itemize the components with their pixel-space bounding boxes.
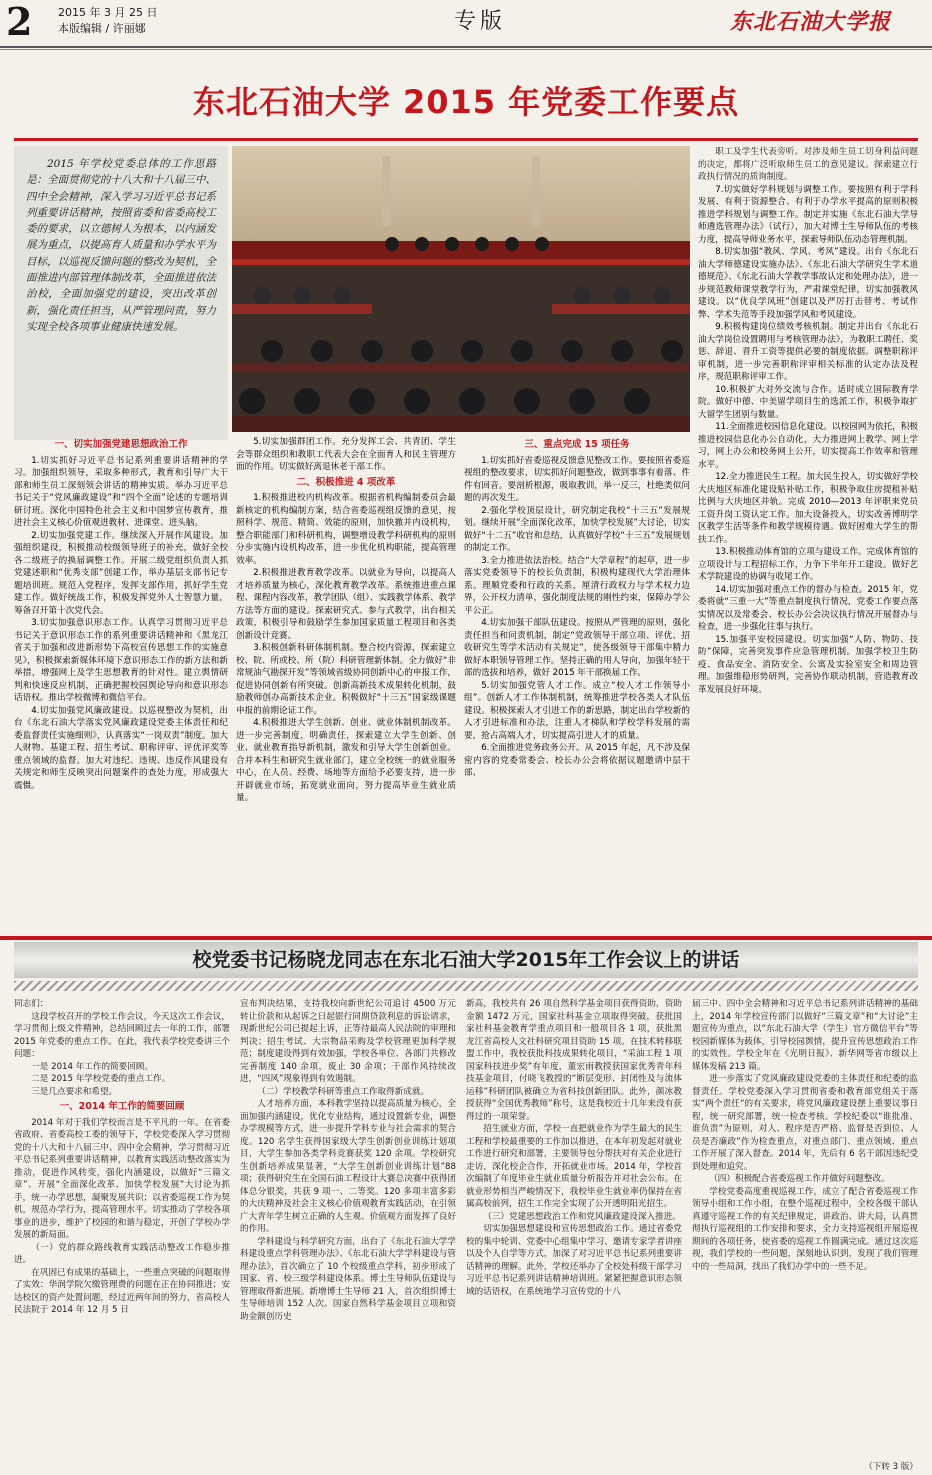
- paragraph: 新高，我校共有 26 项自然科学基金项目获得资助，资助金额 1472 万元，国家社科基金立项取得突破，获批国家社科基金教育学重点项目和一般项目各 1 项，获批黑龙江省高校人文社科研究项目资助 15 项。在技术转移联盟工作中，我校获批科技成果转化项目，“采油工程 1 项国家科技进步奖”有年度，董宏雨教授获国家优秀青年科技基金项目，付晓飞教授的“断层变形、封闭性及与流体运移”科研团队被确立为省科技创新团队。此外，颜冰教授获得“全国优秀教师”称号，这是我校近十几年来没有获得过的一项荣誉。: [466, 999, 682, 1122]
- section-heading: 二、积极推进 4 项改革: [296, 476, 396, 488]
- paragraph: 切实加强思想建设和宣传思想政治工作。通过省委党校的集中轮训、党委中心组集中学习、邀请专家学者讲座以及个人自学等方式，加深了对习近平总书记系列重要讲话精神的理解。此外，学校还举办了全校处科级干部学习习近平总书记系列讲话精神培训班。紧紧把握意识形态领域的话语权，在系统地学习宣传党的十八: [466, 1224, 682, 1297]
- section-divider: [0, 936, 932, 940]
- section-heading: 一、切实加强党建思想政治工作: [54, 439, 188, 450]
- numbered-paragraph: 2.强化学校顶层设计，研究制定我校“十三五”发展规划。继续开展“全面深化改革，加快学校发展”大讨论，切实做好“十二五”收官和总结，认真做好学校“十三五”发展规划的制定工作。: [464, 505, 690, 553]
- paragraph: （三）党建思想政治工作和党风廉政建设深入推进。: [483, 1211, 681, 1222]
- numbered-paragraph: 13.积极推动体育馆的立项与建设工作。完成体育馆的立项设计与工程招标工作，力争下半年开工建设。做好艺术学院建设的协调与收尾工作。: [698, 547, 918, 582]
- paragraph: （一）党的群众路线教育实践活动整改工作稳步推进。: [14, 1242, 230, 1265]
- page-number: 2: [6, 0, 33, 44]
- meeting-photo: [232, 146, 690, 432]
- meeting-photo-image: [232, 146, 690, 432]
- headline-red-rule: [14, 138, 918, 141]
- numbered-paragraph: 11.全面推进校园信息化建设。以校园网为依托，积极推进校园信息化办公自动化，大力推进网上教学、网上学习，网上办公和校务网上公开，切实提高工作效率和管理水平。: [698, 422, 918, 470]
- paragraph: 学科建设与科学研究方面，出台了《东北石油大学学科建设重点学科管理办法》、《东北石油大学学科建设与管理办法》，首次确立了 10 个校级重点学科，初步形成了国家、省、校三级学科建设体系。博士生导师队伍建设与管理取得新进展。新增博士生导师 21 人，首次组织博士生导师培训 152 人次。国家自然科学基金项目立项和资助金额创历史: [240, 1236, 456, 1322]
- article1-col3: [464, 436, 690, 931]
- numbered-paragraph: 3.切实加强意识形态工作。认真学习贯彻习近平总书记关于意识形态工作的系列重要讲话精神和《黑龙江省关于加强和改进新形势下高校宣传思想工作的实施意见》，积极探索新媒体环境下意识形态工作的新方法和新举措，增强网上及学生思想教育的针对性。建立舆情研判和快速反应机制，正确把握校园舆论导向和意识形态话语权。推出学校微博和微信平台。: [14, 618, 228, 703]
- numbered-paragraph: 2.切实加强党建工作。继续深入开展作风建设。加强组织建设，积极推动校级领导班子的补充，做好全校各二级班子的换届调整工作。开展二级党组织负责人抓党建述职和“优秀支部”创建工作，举办基层支部书记专题培训班。规范入党程序，发挥支部作用，抓好学生党建工作。做好统战工作，积极发挥党外人士智慧力量，筹备召开第十次党代会。: [14, 530, 228, 616]
- numbered-paragraph: 10.积极扩大对外交流与合作。适时成立国际教育学院。做好中德、中美留学项目生的选派工作，积极争取扩大留学生团别与数量。: [698, 384, 918, 420]
- paragraph: 职工及学生代表旁听。对涉及师生员工切身利益问题的决定，都将广泛听取师生员工的意见建议。探索建立行政执行情况的质询制度。: [698, 147, 918, 182]
- paragraph: 届三中、四中全会精神和习近平总书记系列讲话精神的基础上，2014 年学校宣传部门以做好“三篇文章”和“大讨论”主题宣传为重点，以“东北石油大学（学生）官方微信平台”等校园新媒体为载体，引导校园舆情，提升宣传思想政治工作的实效性。学校全年在《光明日报》、新华网等省市级以上媒体发稿 213 篇。: [692, 999, 918, 1072]
- paragraph: 一是 2014 年工作的简要回顾。: [31, 1061, 154, 1072]
- paragraph: 宣布判决结果，支持我校向新世纪公司追讨 4500 万元转让价款和从起诉之日起银行同期贷款利息的诉讼请求，现新世纪公司已提起上诉，正等待最高人民法院的审理和判决；招生考试、大宗物品采购及学校管理更加科学规范；制度建设得到有效加强，学校各单位、各部门共修改完善制度 140 余项，废止 30 余项；干部作风持续改进，“四风”现象得到有效遏制。: [240, 999, 456, 1084]
- decorative-stripe: [14, 981, 918, 991]
- issue-date: 2015 年 3 月 25 日: [58, 6, 158, 19]
- paragraph: 招生就业方面，学校一直把就业作为学生最大的民生工程和学校最重要的工作加以推进，在本年初发起对就业工作进行研究和部署，主要领导包分帮扶对有关企业进行走访，深化校企合作，开拓就业市场。2014 年，学校首次编制了年度毕业生就业质量分析报告并对社会公布。在就业形势相当严峻情况下，我校毕业生就业率仍保持在省属高校前列，招生工作完全实现了公开透明阳光招生。: [466, 1124, 682, 1209]
- intro-text: 2015 年学校党委总体的工作思路是：全面贯彻党的十八大和十八届三中、四中全会精神，深入学习习近平总书记系列重要讲话精神，按照省委和省委高校工委的要求，以立德树人为根本，以内涵发展为重点，以提高育人质量和办学水平为目标，以巡视反馈问题的整改为契机，全面推进内部管理体制改革，全面推进依法治校，全面加强党的建设，突出改革创新，强化责任担当，从严管理问责，努力实现全校各项事业健康快速发展。: [26, 158, 216, 333]
- numbered-paragraph: 6.全面推进党务政务公开。从 2015 年起，凡不涉及保密内容的党委常委会、校长办公会将依据议题邀请中层干部、: [464, 743, 690, 778]
- intro-box: [14, 146, 228, 440]
- numbered-paragraph: 4.积极推进大学生创新、创业、就业体制机制改革。进一步完善制度，明确责任，探索建立大学生创新、创业、就业教育指导新机制，激发和引导大学生创新创业。合并本科生和研究生就业部门，建立全校统一的就业服务中心，在人员、经费、场地等方面给予必要支持，进一步开辟就业市场，拓宽就业面向，努力提高毕业生就业质量。: [236, 718, 456, 803]
- numbered-paragraph: 12.全力推进民生工程。加大民生投入，切实做好学校大庆地区标准化建设贴补贴工作，积极争取住房提租补贴比例与大庆地区并轨。完成 2010—2013 年评职来党员工资升岗工资认定工作。加大设备投入，切实改善博明学区教学生活等条件和教学规模待遇。做好困难大学生的帮扶工作。: [698, 472, 918, 545]
- numbered-paragraph: 3.积极创新科研体制机制。整合校内资源，探索建立校、院、所或校、所（院）科研管理新体制。全力做好“非常规油气勘探开发”等领域省级协同创新中心的申报工作，促进协同创新有所突破。创新高新技术成果转化机制，鼓励教师创办高新技术企业。积极做好“十三五”国家级课题申报的前期论证工作。: [236, 643, 456, 716]
- article1-col1: [14, 436, 228, 931]
- article2-col4: [692, 998, 918, 1460]
- page-editor: 本版编辑 / 许丽娜: [58, 22, 146, 35]
- numbered-paragraph: 4.切实加强党风廉政建设。以巡视整改为契机，出台《东北石油大学落实党风廉政建设党委主体责任和纪委监督责任实施细则》，认真落实“一岗双责”制度。加大人财物、基建工程、招生考试、职称评审、评优评奖等重点领域的监督。加大对违纪、违规、违反作风建设有关规定和师生反映突出问题案件的查处力度，形成强大震慑。: [14, 705, 228, 791]
- numbered-paragraph: 2.积极推进教育教学改革。以就业为导向，以提高人才培养质量为核心，深化教育教学改革。系统推进重点课程、课程内容改革，教学团队（组）、实践教学体系、教学方法等方面的建设。探索研究式、参与式教学，出台相关政策，积极引导和鼓励学生参加国家质量工程项目和各类创新设计竞赛。: [236, 568, 456, 641]
- numbered-paragraph: 1.切实抓好省委巡视反馈意见整改工作。要按照省委巡视组的整改要求，切实抓好问题整改，做到事事有着落、件件有回音。要剖析根源，吸取教训，举一反三，杜绝类似问题的再次发生。: [464, 455, 690, 503]
- section-heading: 一、2014 年工作的简要回顾: [59, 1101, 185, 1112]
- continued-note: （下转 3 版）: [864, 1462, 918, 1472]
- paragraph: 在巩固已有成果的基础上，一些重点突破的问题取得了实效：华润学院欠缴管理费的问题在正在协同推进；安达校区的资产处置问题，经过近两年间的努力，省高校人民法院于 2014 年 12 月 5 日: [14, 1267, 230, 1315]
- numbered-paragraph: 15.加强平安校园建设。切实加强“人防、物防、技防”保障，完善突发事件应急管理机制。加强学校卫生防疫、食品安全、消防安全、公寓及实验室安全和周边管理。加强维稳形势研判，完善协作联动机制，营造教育改革发展良好环境。: [698, 634, 918, 695]
- numbered-paragraph: 1.积极推进校内机构改革。根据省机构编制委员会最新核定的机构编制方案，结合省委巡视组反馈的意见，按照科学、规范、精简、效能的原则，加快撤并内设机构，整合职能部门和科研机构，调整增设教学科研机构的原则分步实施内设机构改革，进一步优化机构职能，提高管理效率。: [236, 493, 456, 566]
- paragraph: 人才培养方面，本科教学坚持以提高质量为核心，全面加强内涵建设，优化专业结构，通过设置新专业，调整办学规模等方式，进一步提升学科专业与社会需求的契合度。120 名学生获得国家级大学生创新创业训练计划项目，大学生参加各类学科竞赛获奖 120 余项。学校研究生创新培养成果显著，“大学生创新创业训练计划”88 项；获得研究生在全国石油工程设计大赛总决赛中获得团体总分银奖，共获 9 项一、二等奖。120 多项丰富多彩的大庆精神及社会主义核心价值观教育实践活动，在引领广大青年学生树立正确的人生观、价值观方面发挥了良好的作用。: [240, 1099, 456, 1234]
- paragraph: 这段学校召开的学校工作会议，今天这次工作会议，学习贯彻上级文件精神，总结回顾过去一年的工作，部署 2015 年党委的重点工作。在此，我代表学校党委讲三个问题：: [14, 1011, 230, 1059]
- article1-headline: 东北石油大学 2015 年党委工作要点: [192, 83, 740, 121]
- paragraph: （二）学校教学科研等重点工作取得新成就。: [257, 1086, 430, 1097]
- article1-col2: [236, 436, 456, 931]
- numbered-paragraph: 4.切实加强干部队伍建设。按照从严管理的原则，强化责任担当和问责机制，制定“党政领导干部立项、评优、招收研究生等学术活动有关规定”，使各级领导干部集中精力做好本职领导管理工作。坚持正确的用人导向，加强年轻干部的选拔和培养，做好 2015 年干部换届工作。: [464, 618, 690, 678]
- numbered-paragraph: 9.积极构建岗位绩效考核机制。制定并出台《东北石油大学岗位设置聘用与考核管理办法》，为教职工聘任、奖惩、辞退、晋升工资等提供必要的制度依据。调整职称评审机制，进一步完善职称评审相关标准的认定办法及程序，规范职称评审工作。: [698, 322, 918, 382]
- paragraph: 二是 2015 年学校党委的重点工作。: [31, 1074, 171, 1084]
- paragraph: 三是几点要求和希望。: [31, 1086, 118, 1097]
- numbered-paragraph: 8.切实加强“教风、学风、考风”建设。出台《东北石油大学师德建设实施办法》、《东北石油大学研究生学术道德规范》、《东北石油大学教学事故认定和处理办法》，进一步规范教师课堂教学行为，严肃课堂纪律，切实加强教风建设。以“优良学风班”创建以及严厉打击替考、考试作弊、学术失范等手段加强学风和考风建设。: [698, 247, 918, 320]
- paragraph: 学校党委高度重视巡视工作，成立了配合省委巡视工作领导小组和工作小组，在整个巡视过程中，全校各级干部认真遵守巡视工作的有关纪律规定，讲政治、讲大局，认真贯彻执行巡视组的工作安排和要求，全力支持巡视组开展巡视期间的各项任务，使省委的巡视工作圆满完成。通过这次巡视，我们学校的一些问题，深刻地认识到，发现了我们管理中的一些局洞，找出了我们办学中的一些不足。: [692, 1186, 918, 1272]
- section-heading: 三、重点完成 15 项任务: [524, 439, 630, 450]
- masthead-logo: 东北石油大学报: [730, 9, 892, 35]
- numbered-paragraph: 1.切实抓好习近平总书记系列重要讲话精神的学习。加强组织领导，采取多种形式，教育和引导广大干部和师生员工深刻领会讲话的精神实质。举办习近平总书记关于“党风廉政建设”和“四个全面”论述的专题培训研讨班。深化中国特色社会主义和中国梦宣传教育，推进社会主义核心价值观进教材、进课堂、进头脑。: [14, 455, 228, 528]
- paragraph: （四）积极配合省委巡视工作并做好问题整改。: [709, 1174, 890, 1184]
- numbered-paragraph: 7.切实做好学科规划与调整工作。要按照有利于学科发展、有利于资源整合、有利于办学水平提高的原则积极推进学科规划与调整工作。制定并实施《东北石油大学导师遴选管理办法》（试行），加大对博士生导师队伍的考核力度，提高导师业务水平，探索导师队伍动态管理机制。: [698, 184, 918, 245]
- numbered-paragraph: 5.切实加强党管人才工作。成立“校人才工作领导小组”。创新人才工作体制机制，统筹推进学校各类人才队伍建设。积极探索人才引进工作的新思路，制定出台学校新的人才引进标准和办法，注重人才梯队和学校学科发展的需要，抢占高端人才，切实提高引进人才的质量。: [464, 680, 690, 741]
- numbered-paragraph: 3.全力推进依法治校。结合“大学章程”的起草，进一步落实党委领导下的校长负责制，积极构建现代大学治理体系。理顺党委和行政的关系，厘清行政权力与学术权力边界，公开权力清单，强化制度法规的刚性约束，保障办学公平公正。: [464, 555, 690, 616]
- section-title: 专版: [453, 9, 506, 34]
- paragraph: 同志们：: [14, 999, 49, 1009]
- header-rule: [0, 46, 932, 48]
- numbered-paragraph: 5.切实加强群团工作。充分发挥工会、共青团、学生会等群众组织和教职工代表大会在全面育人和民主管理方面的作用。切实做好离退休老干部工作。: [236, 437, 456, 472]
- article2-col2: [240, 998, 456, 1470]
- article1-col4: [698, 146, 918, 932]
- article2-headline: 校党委书记杨晓龙同志在东北石油大学2015年工作会议上的讲话: [192, 949, 740, 971]
- article2-col1: [14, 998, 230, 1470]
- paragraph: 2014 年对于我们学校而言是不平凡的一年。在省委省政府、省委高校工委的领导下，学校党委深入学习贯彻党的十八大和十八届三中、四中全会精神，学习贯彻习近平总书记系列重要讲话精神，以教育实践活动整改落实为推动，促进作风转变，强化内涵建设，以做好“三篇文章”、开展“全面深化改革、加快学校发展”大讨论为抓手，统一办学思想，凝聚发展共识；以省委巡视工作为契机，规范办学行为，提高管理水平。切实推动了学校各项事业的进步，维护了校园的和谐与稳定，开创了学校办学发展的新局面。: [14, 1117, 230, 1240]
- header-rule-thin: [0, 49, 932, 50]
- article2-col3: [466, 998, 682, 1470]
- paragraph: 进一步落实了党风廉政建设党委的主体责任和纪委的监督责任。学校党委深入学习贯彻省委和教育部党组关于落实“两个责任”的有关要求，将党风廉政建设摆上重要议事日程，统一研究部署，统一检查考核。学校纪委以“谁批准、谁负责”为原则，对人、程序是否严格、监督是否到位、人员是否廉政”作为检查重点，对重点部门、重点领域、重点工作开展了深入督查。2014 年，先后有 6 名干部因违纪受到处理和追究。: [692, 1074, 918, 1172]
- numbered-paragraph: 14.切实加强对重点工作的督办与检查。2015 年，党委将就“三重一大”等重点制度执行情况，党委工作要点落实情况以及常委会、校长办公会决议执行情况开展督办与检查，进一步强化往事与执行。: [698, 584, 918, 632]
